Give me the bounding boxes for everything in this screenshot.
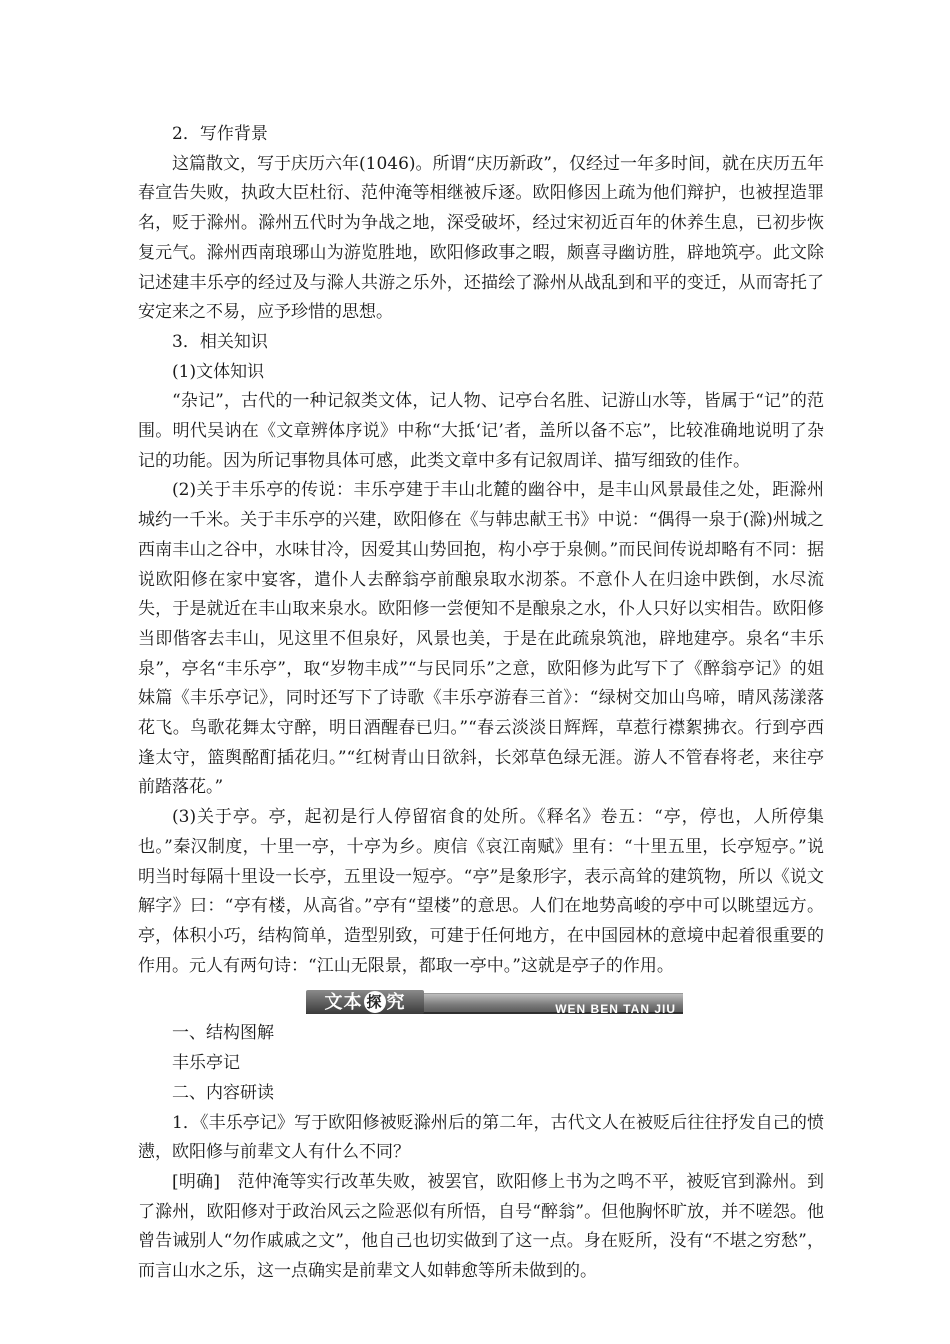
document-body (138, 120, 824, 1287)
banner-label-circle-char: 探 (364, 991, 386, 1013)
banner-label-text-c: 究 (386, 991, 406, 1013)
paragraph-genre-knowledge: “杂记”，古代的一种记叙类文体，记人物、记亭台名胜、记游山水等，皆属于“记”的范围。明代吴讷在《文章辨体序说》中称“大抵‘记’者，盖所以备不忘”，比较准确地说明了杂记的功能。因为所记事物具体可感，此类文章中多有记叙周详、描写细致的佳作。 (138, 391, 824, 471)
section-heading-related-knowledge: 3．相关知识 (172, 331, 268, 352)
answer-1: [明确] 范仲淹等实行改革失败，被罢官，欧阳修上书为之鸣不平，被贬官到滁州。到了滁州，欧阳修对于政治风云之险恶似有所悟，自号“醉翁”。但他胸怀旷放，并不嗟怨。他曾告诫别人“勿作戚戚之文”，他自己也切实做到了这一点。身在贬所，没有“不堪之穷愁”，而言山水之乐，这一点确实是前辈文人如韩愈等所未做到的。 (138, 1171, 824, 1282)
subheading-genre-knowledge: (1)文体知识 (172, 361, 265, 382)
heading-content-study: 二、内容研读 (172, 1082, 274, 1103)
banner-english-text: WEN BEN TAN JIU (555, 1002, 676, 1017)
section-heading-writing-background: 2．写作背景 (172, 124, 268, 144)
banner-label (306, 990, 424, 1014)
paragraph-about-pavilion: (3)关于亭。亭，起初是行人停留宿食的处所。《释名》卷五：“亭，停也，人所停集也。”秦汉制度，十里一亭，十亭为乡。庾信《哀江南赋》里有：“十里五里，长亭短亭。”说明当时每隔十里设一长亭，五里设一短亭。“亭”是象形字，表示高耸的建筑物，所以《说文解字》曰：“亭有楼，从高省。”亭有“望楼”的意思。人们在地势高峻的亭中可以眺望远方。亭，体积小巧，结构简单，造型别致，可建于任何地方，在中国园林的意境中起着很重要的作用。元人有两句诗：“江山无限景，都取一亭中。”这就是亭子的作用。 (138, 807, 824, 976)
section-banner (138, 987, 824, 1015)
structure-diagram-title: 丰乐亭记 (172, 1053, 240, 1074)
banner-label-text-a: 文本 (324, 991, 363, 1013)
heading-structure-diagram: 一、结构图解 (172, 1023, 274, 1044)
paragraph-writing-background: 这篇散文，写于庆历六年(1046)。所谓“庆历新政”，仅经过一年多时间，就在庆历五年春宣告失败，执政大臣杜衍、范仲淹等相继被斥逐。欧阳修因上疏为他们辩护，也被捏造罪名，贬于滁州。滁州五代时为争战之地，深受破坏，经过宋初近百年的休养生息，已初步恢复元气。滁州西南琅琊山为游览胜地，欧阳修政事之暇，颇喜寻幽访胜，辟地筑亭。此文除记述建丰乐亭的经过及与滁人共游之乐外，还描绘了滁州从战乱到和平的变迁，从而寄托了安定来之不易，应予珍惜的思想。 (138, 153, 824, 323)
paragraph-fengle-pavilion-legend: (2)关于丰乐亭的传说：丰乐亭建于丰山北麓的幽谷中，是丰山风景最佳之处，距滁州城约一千米。关于丰乐亭的兴建，欧阳修在《与韩忠献王书》中说：“偶得一泉于(滁)州城之西南丰山之谷中，水味甘冷，因爱其山势回抱，构小亭于泉侧。”而民间传说却略有不同：据说欧阳修在家中宴客，遣仆人去醉翁亭前酿泉取水沏茶。不意仆人在归途中跌倒，水尽流失，于是就近在丰山取来泉水。欧阳修一尝便知不是酿泉之水，仆人只好以实相告。欧阳修当即偕客去丰山，见这里不但泉好，风景也美，于是在此疏泉筑池，辟地建亭。泉名“丰乐泉”，亭名“丰乐亭”，取“岁物丰成”“与民同乐”之意，欧阳修为此写下了《醉翁亭记》的姐妹篇《丰乐亭记》，同时还写下了诗歌《丰乐亭游春三首》：“绿树交加山鸟啼，晴风荡漾落花飞。鸟歌花舞太守醉，明日酒醒春已归。”“春云淡淡日辉辉，草惹行襟絮拂衣。行到亭西逢太守，篮舆酩酊插花归。”“红树青山日欲斜，长郊草色绿无涯。游人不管春将老，来往亭前踏落花。” (138, 480, 824, 798)
question-1: 1．《丰乐亭记》写于欧阳修被贬滁州后的第二年，古代文人在被贬后往往抒发自己的愤懑，欧阳修与前辈文人有什么不同？ (138, 1112, 824, 1163)
